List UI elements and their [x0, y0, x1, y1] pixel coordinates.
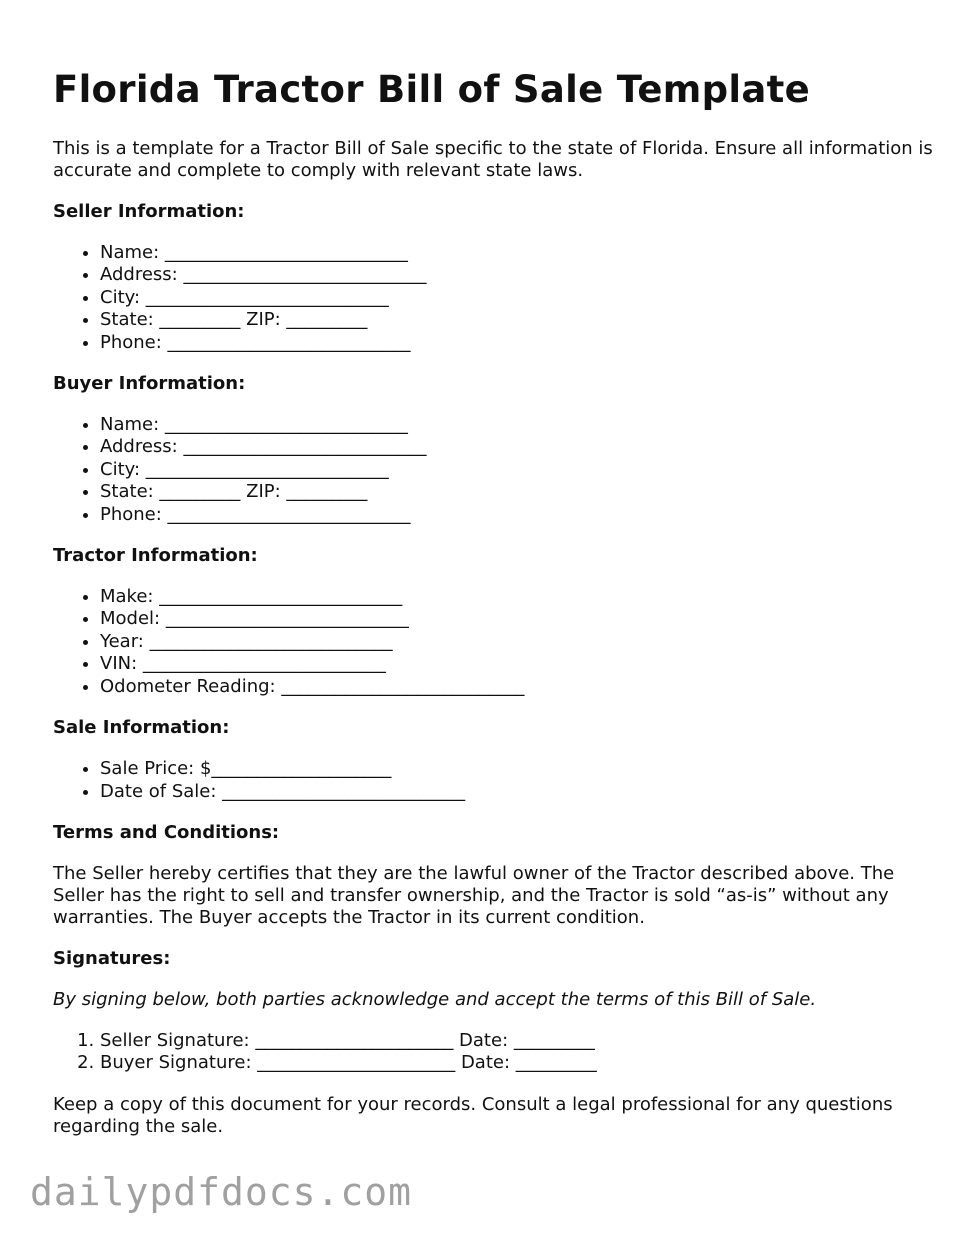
seller-name-field: • Name: ___________________________	[100, 242, 933, 264]
document-page	[53, 0, 933, 1138]
seller-list	[53, 242, 933, 354]
buyer-city-field: • City: ___________________________	[100, 459, 933, 481]
buyer-state-zip-field: • State: _________ ZIP: _________	[100, 481, 933, 503]
sale-price-field: • Sale Price: $____________________	[100, 758, 933, 780]
document-title: Florida Tractor Bill of Sale Template	[53, 68, 810, 111]
sale-list	[53, 758, 933, 803]
buyer-address-field: • Address: ___________________________	[100, 436, 933, 458]
tractor-vin-field: • VIN: ___________________________	[100, 653, 933, 675]
signatures-list	[53, 1030, 933, 1075]
buyer-name-field: • Name: ___________________________	[100, 414, 933, 436]
buyer-signature-line: 2. Buyer Signature: ______________________ Date: _________	[100, 1052, 933, 1074]
seller-city-field: • City: ___________________________	[100, 287, 933, 309]
intro-paragraph: This is a template for a Tractor Bill of Sale specific to the state of Florida. Ensure all information is accurate and complete to comply with relevant state laws.	[53, 138, 933, 181]
buyer-list	[53, 414, 933, 526]
tractor-make-field: • Make: ___________________________	[100, 586, 933, 608]
tractor-model-field: • Model: ___________________________	[100, 608, 933, 630]
tractor-list	[53, 586, 933, 698]
footer-paragraph: Keep a copy of this document for your records. Consult a legal professional for any questions regarding the sale.	[53, 1093, 893, 1137]
tractor-heading: Tractor Information:	[53, 545, 258, 567]
signatures-note: By signing below, both parties acknowledge and accept the terms of this Bill of Sale.	[53, 988, 817, 1010]
sale-heading: Sale Information:	[53, 717, 230, 739]
terms-heading: Terms and Conditions:	[53, 821, 280, 843]
sale-date-field: • Date of Sale: ___________________________	[100, 781, 933, 803]
seller-state-zip-field: • State: _________ ZIP: _________	[100, 309, 933, 331]
seller-signature-line: 1. Seller Signature: ______________________ Date: _________	[100, 1030, 933, 1052]
buyer-heading: Buyer Information:	[53, 373, 246, 395]
signatures-heading: Signatures:	[53, 947, 171, 969]
seller-heading: Seller Information:	[53, 201, 245, 222]
tractor-year-field: • Year: ___________________________	[100, 631, 933, 653]
seller-address-field: • Address: ___________________________	[100, 264, 933, 286]
tractor-odometer-field: • Odometer Reading: ___________________________	[100, 676, 933, 698]
terms-paragraph: The Seller hereby certifies that they are the lawful owner of the Tractor described above. The Seller has the right to sell and transfer ownership, and the Tractor is sold “as-is” without any warranties. The Buyer accepts the Tractor in its current condition.	[53, 862, 895, 928]
seller-phone-field: • Phone: ___________________________	[100, 332, 933, 354]
watermark-text: dailypdfdocs.com	[30, 1170, 413, 1214]
buyer-phone-field: • Phone: ___________________________	[100, 504, 933, 526]
